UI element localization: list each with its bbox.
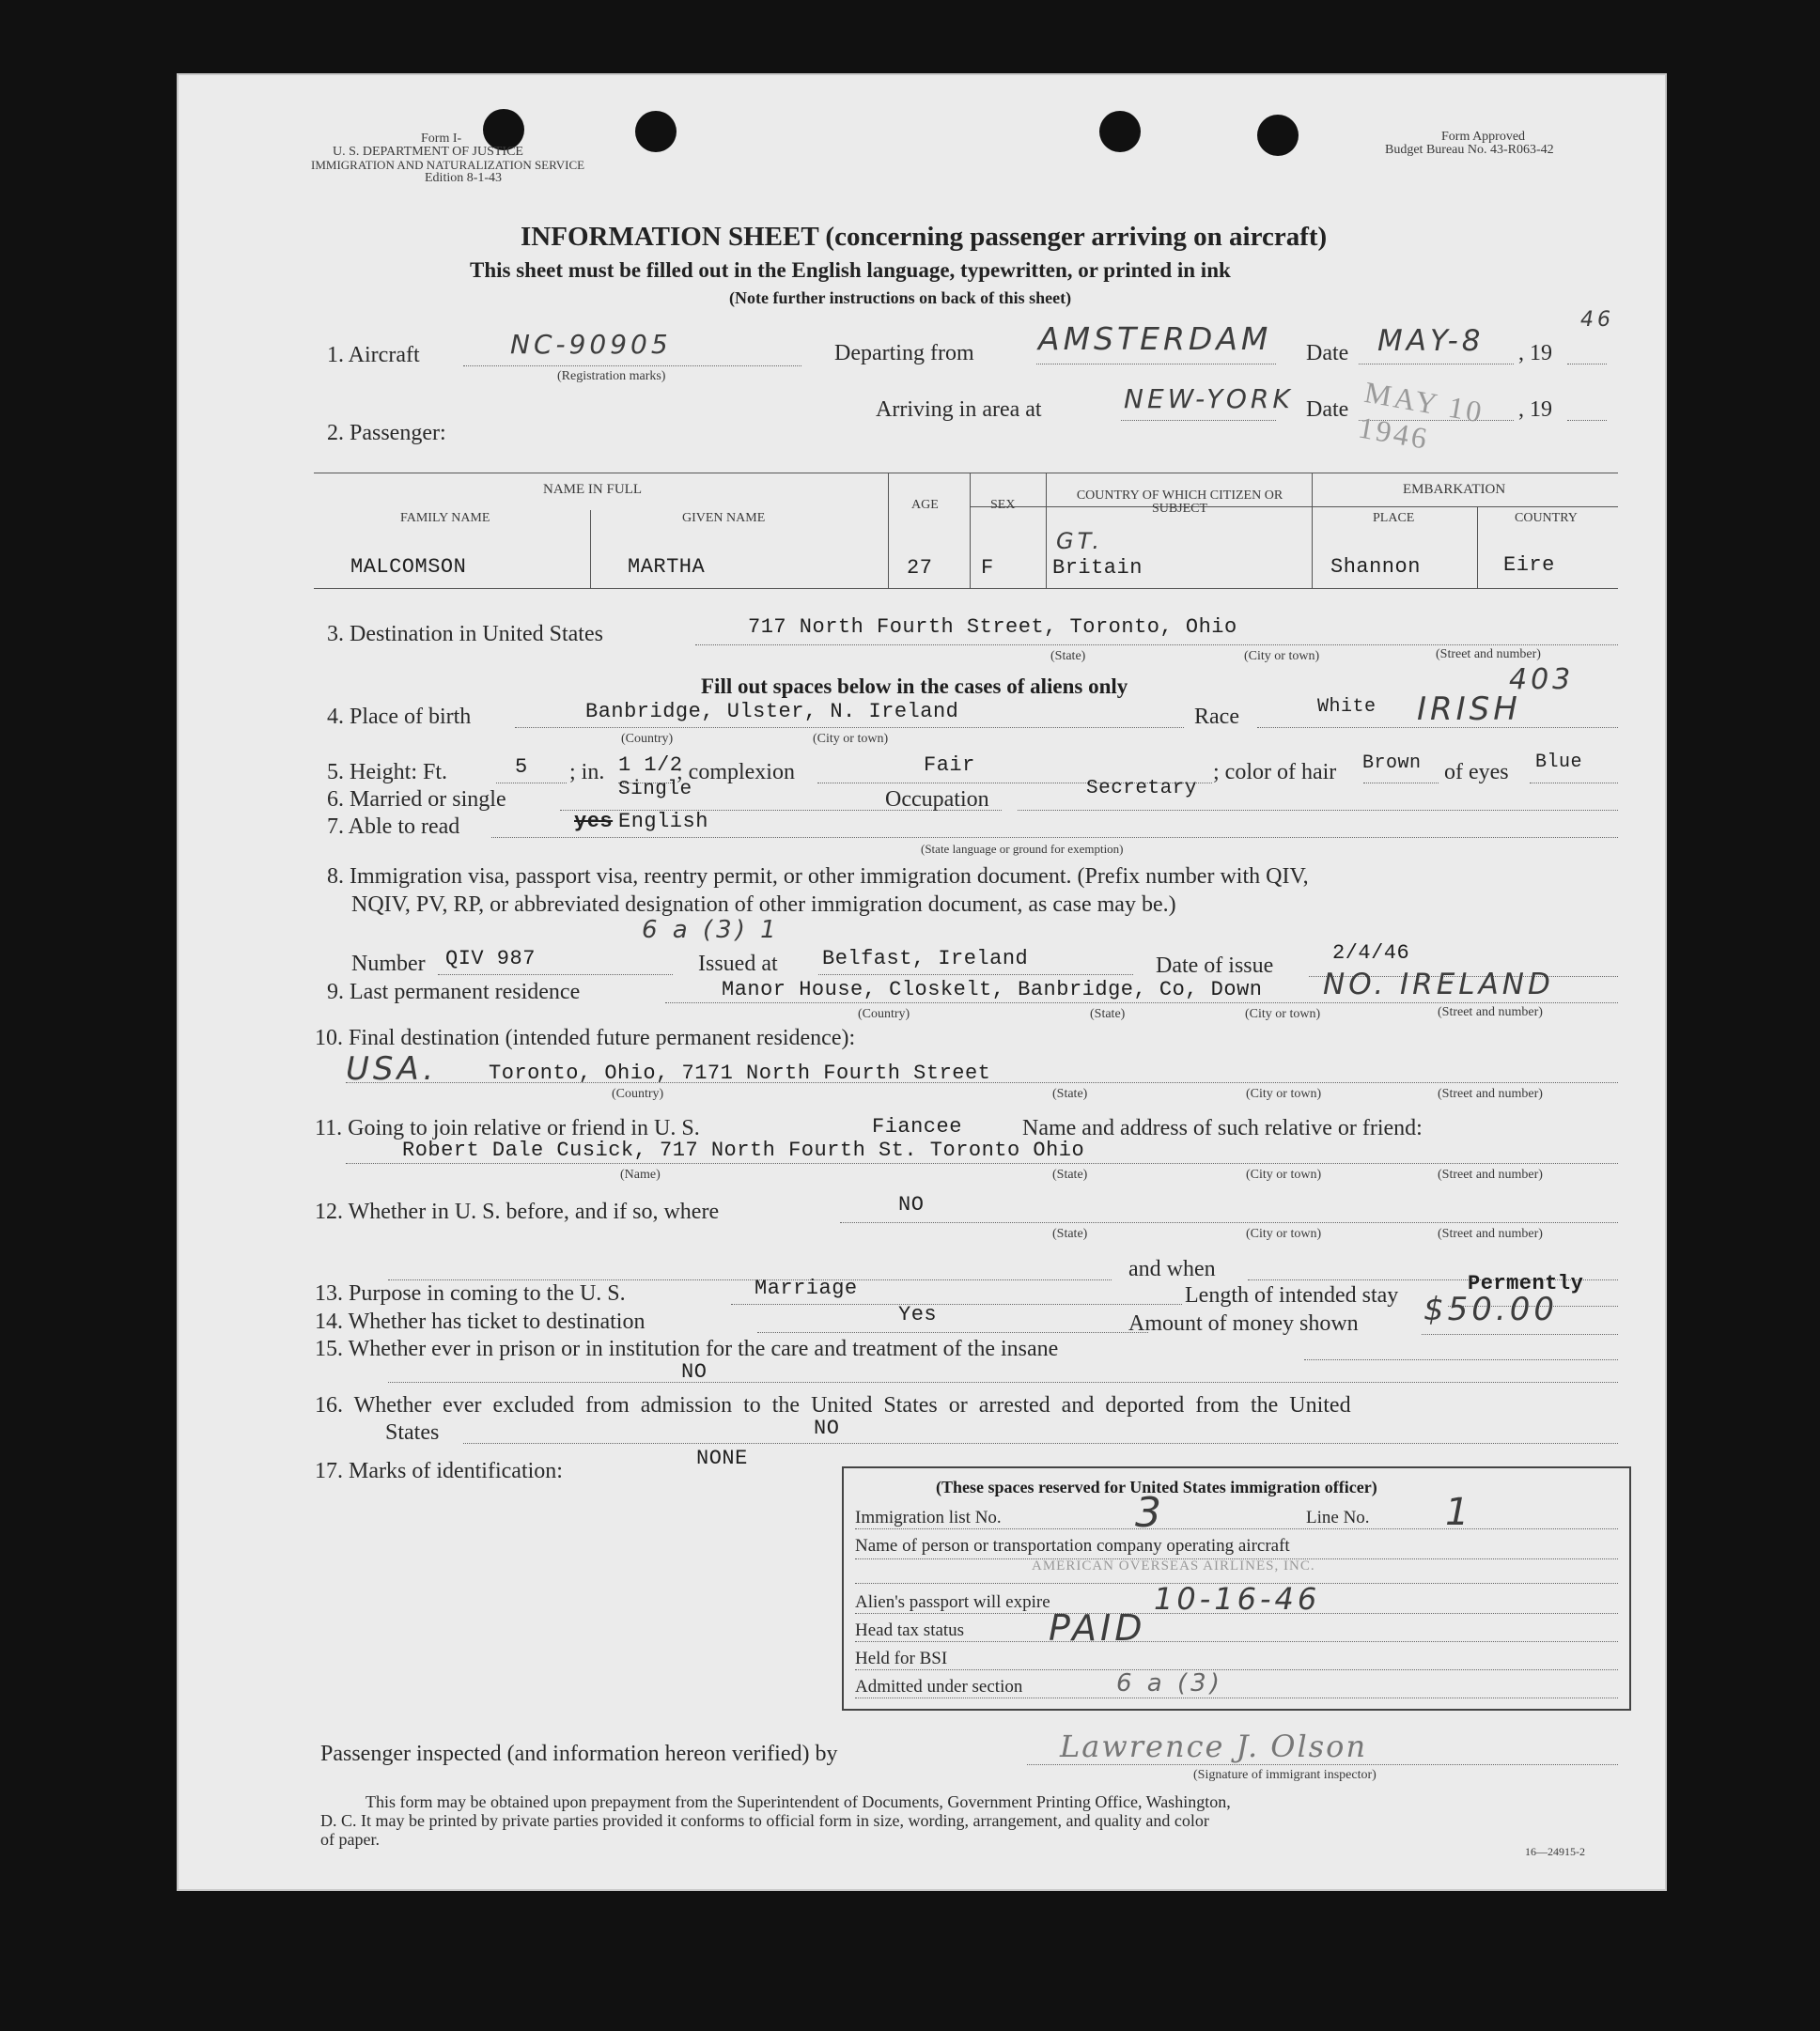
passport-expire-label: Alien's passport will expire [855, 1592, 1050, 1612]
head-tax-label: Head tax status [855, 1620, 965, 1640]
final-street-sub: (Street and number) [1438, 1087, 1543, 1101]
before-label: 12. Whether in U. S. before, and if so, where [315, 1200, 720, 1224]
line-no-value: 1 [1445, 1491, 1473, 1534]
birth-country-sub: (Country) [621, 732, 674, 746]
sex-value: F [981, 556, 994, 580]
read-struck-value: yes [574, 810, 614, 833]
signature-caption: (Signature of immigrant inspector) [1193, 1768, 1377, 1782]
number-label: Number [351, 952, 426, 976]
list-no-value: 3 [1135, 1489, 1165, 1537]
inspector-signature: Lawrence J. Olson [1060, 1729, 1368, 1764]
departure-date-label: Date [1306, 341, 1349, 365]
last-res-state-sub: (State) [1090, 1007, 1126, 1021]
purpose-label: 13. Purpose in coming to the U. S. [315, 1281, 626, 1306]
departing-value: AMSTERDAM [1038, 320, 1272, 357]
state-sub: (State) [1050, 649, 1086, 663]
service: IMMIGRATION AND NATURALIZATION SERVICE [311, 158, 585, 172]
excluded-label-line1: 16. Whether ever excluded from admission to the United States or arrested and deported from the United [315, 1393, 1351, 1418]
footer-code: 16—24915-2 [1525, 1845, 1585, 1858]
married-value: Single [618, 779, 692, 800]
before-city-sub: (City or town) [1246, 1227, 1322, 1241]
company-stamp: AMERICAN OVERSEAS AIRLINES, INC. [1032, 1558, 1315, 1574]
join-relative-label: 11. Going to join relative or friend in U. S. [315, 1116, 700, 1140]
ticket-value: Yes [898, 1303, 938, 1326]
height-ft-value: 5 [515, 755, 528, 779]
page-note: (Note further instructions on back of this sheet) [729, 288, 1072, 307]
embarkation-country-value: Eire [1503, 553, 1555, 577]
footer-line2: D. C. It may be printed by private parties provided it conforms to official form in size, wording, arrangement, and quality and color [320, 1811, 1209, 1830]
money-value: $50.00 [1423, 1291, 1558, 1328]
embarkation-place-header: PLACE [1373, 511, 1415, 525]
punch-hole [635, 111, 677, 152]
citizen-value: Britain [1052, 556, 1143, 580]
eyes-label: of eyes [1444, 760, 1509, 784]
family-name-header: FAMILY NAME [400, 511, 490, 525]
admitted-label: Admitted under section [855, 1677, 1023, 1697]
footer-line1: This form may be obtained upon prepayment from the Superintendent of Documents, Government Printing Office, Washington, [366, 1792, 1231, 1811]
last-res-city-sub: (City or town) [1245, 1007, 1321, 1021]
last-res-street-sub: (Street and number) [1438, 1005, 1543, 1019]
before-state-sub: (State) [1052, 1227, 1088, 1241]
read-value: English [618, 810, 708, 833]
age-header: AGE [911, 498, 939, 512]
eyes-value: Blue [1535, 752, 1583, 773]
final-state-sub: (State) [1052, 1087, 1088, 1101]
relative-name-value: Robert Dale Cusick, 717 North Fourth St. Toronto Ohio [402, 1139, 1085, 1162]
excluded-label-line2: States [385, 1420, 440, 1445]
birth-value: Banbridge, Ulster, N. Ireland [585, 700, 959, 723]
last-res-country-sub: (Country) [858, 1007, 910, 1021]
visa-text-line1: 8. Immigration visa, passport visa, reentry permit, or other immigration document. (Prefix number with QIV, [327, 864, 1309, 889]
registration-marks-label: (Registration marks) [557, 369, 666, 383]
length-stay-label: Length of intended stay [1185, 1283, 1399, 1308]
before-value: NO [898, 1193, 925, 1217]
embarkation-country-header: COUNTRY [1515, 511, 1578, 525]
departure-year-label: , 19 [1518, 341, 1552, 365]
city-sub: (City or town) [1244, 649, 1320, 663]
destination-label: 3. Destination in United States [327, 622, 603, 646]
occupation-label: Occupation [885, 787, 989, 812]
before-street-sub: (Street and number) [1438, 1227, 1543, 1241]
passport-expire-value: 10-16-46 [1154, 1581, 1321, 1617]
hair-label: ; color of hair [1213, 760, 1337, 784]
final-destination-hand: USA. [346, 1050, 438, 1088]
department: U. S. DEPARTMENT OF JUSTICE [333, 145, 523, 159]
relative-state-sub: (State) [1052, 1168, 1088, 1182]
officer-box-title: (These spaces reserved for United States immigration officer) [936, 1478, 1377, 1496]
last-residence-value: Manor House, Closkelt, Banbridge, Co, Down [722, 978, 1263, 1001]
page-subtitle: This sheet must be filled out in the English language, typewritten, or printed in ink [470, 258, 1231, 282]
length-stay-value: Permently [1468, 1272, 1584, 1295]
language-note: (State language or ground for exemption) [921, 842, 1124, 856]
money-label: Amount of money shown [1128, 1311, 1359, 1336]
head-tax-value: PAID [1049, 1607, 1146, 1649]
punch-hole [1099, 111, 1141, 152]
embarkation-header: EMBARKATION [1403, 482, 1506, 497]
departure-date-value: MAY-8 [1377, 324, 1485, 358]
hair-value: Brown [1362, 752, 1422, 774]
citizen-hand-value: GT. [1056, 528, 1104, 554]
company-label: Name of person or transportation company operating aircraft [855, 1536, 1290, 1556]
visa-hand-note: 6 a (3) 1 [642, 916, 780, 944]
form-approved: Form Approved [1441, 130, 1526, 144]
race-typed-value: White [1317, 696, 1377, 718]
budget-bureau: Budget Bureau No. 43-R063-42 [1385, 143, 1554, 157]
family-name-value: MALCOMSON [350, 555, 467, 579]
officer-box [842, 1466, 1631, 1711]
last-residence-hand: NO. IRELAND [1323, 968, 1554, 1001]
visa-text-line2: NQIV, PV, RP, or abbreviated designation of other immigration document, as case may be.) [351, 892, 1176, 917]
bsi-label: Held for BSI [855, 1649, 948, 1668]
relative-city-sub: (City or town) [1246, 1168, 1322, 1182]
code-403: 403 [1509, 663, 1575, 696]
purpose-value: Marriage [754, 1277, 858, 1300]
embarkation-place-value: Shannon [1330, 555, 1421, 579]
date-of-issue-value: 2/4/46 [1332, 941, 1410, 965]
name-in-full-header: NAME IN FULL [543, 482, 642, 497]
married-label: 6. Married or single [327, 787, 506, 812]
marks-label: 17. Marks of identification: [315, 1459, 563, 1483]
prison-value: NO [681, 1360, 708, 1384]
page-title: INFORMATION SHEET (concerning passenger arriving on aircraft) [521, 222, 1328, 252]
name-address-label: Name and address of such relative or friend: [1022, 1116, 1423, 1140]
citizen-header: COUNTRY OF WHICH CITIZEN OR SUBJECT [1076, 488, 1283, 516]
occupation-value: Secretary [1086, 778, 1197, 799]
sex-header: SEX [990, 498, 1016, 512]
race-label: Race [1194, 705, 1239, 729]
passenger-label: 2. Passenger: [327, 421, 446, 445]
edition: Edition 8-1-43 [425, 171, 503, 185]
line-no-label: Line No. [1306, 1508, 1370, 1527]
aircraft-value: NC-90905 [510, 329, 672, 360]
height-label: 5. Height: Ft. [327, 760, 448, 784]
arriving-value: NEW-YORK [1124, 383, 1294, 414]
excluded-value: NO [814, 1417, 840, 1440]
race-hand-value: IRISH [1417, 690, 1521, 728]
given-name-value: MARTHA [628, 555, 706, 579]
aircraft-label: 1. Aircraft [327, 343, 420, 367]
departing-label: Departing from [834, 341, 974, 365]
height-in-value: 1 1/2 [618, 753, 683, 777]
final-country-sub: (Country) [612, 1087, 664, 1101]
and-when-label: and when [1128, 1257, 1216, 1281]
given-name-header: GIVEN NAME [682, 511, 766, 525]
relative-name-sub: (Name) [620, 1168, 661, 1182]
departure-year-value: 46 [1580, 308, 1614, 332]
arriving-label: Arriving in area at [876, 397, 1042, 422]
form-number: Form I- [421, 132, 462, 146]
date-of-issue-label: Date of issue [1156, 953, 1274, 978]
relative-street-sub: (Street and number) [1438, 1168, 1543, 1182]
complexion-value: Fair [924, 753, 975, 777]
arrival-date-label: Date [1306, 397, 1349, 422]
final-destination-label: 10. Final destination (intended future permanent residence): [315, 1026, 856, 1050]
street-sub: (Street and number) [1436, 647, 1541, 661]
prison-label: 15. Whether ever in prison or in institution for the care and treatment of the insane [315, 1337, 1059, 1361]
final-city-sub: (City or town) [1246, 1087, 1322, 1101]
relative-value: Fiancee [872, 1115, 962, 1139]
destination-value: 717 North Fourth Street, Toronto, Ohio [748, 615, 1237, 639]
birth-label: 4. Place of birth [327, 705, 472, 729]
last-residence-label: 9. Last permanent residence [327, 980, 581, 1004]
final-destination-value: Toronto, Ohio, 7171 North Fourth Street [489, 1062, 991, 1085]
punch-hole [1257, 115, 1299, 156]
read-label: 7. Able to read [327, 814, 460, 839]
footer-line3: of paper. [320, 1830, 380, 1849]
admitted-value: 6 a (3) [1116, 1669, 1223, 1698]
birth-city-sub: (City or town) [813, 732, 889, 746]
marks-value: NONE [696, 1447, 748, 1470]
issued-at-value: Belfast, Ireland [822, 947, 1029, 970]
issued-at-label: Issued at [698, 952, 778, 976]
inches-label: ; in. [569, 760, 605, 784]
arrival-date-stamp: MAY 10 1946 [1355, 374, 1487, 457]
visa-number-value: QIV 987 [445, 947, 536, 970]
complexion-label: ; complexion [677, 760, 795, 784]
inspected-label: Passenger inspected (and information hereon verified) by [320, 1742, 838, 1766]
ticket-label: 14. Whether has ticket to destination [315, 1310, 646, 1334]
arrival-year-label: , 19 [1518, 397, 1552, 422]
aliens-only-heading: Fill out spaces below in the cases of aliens only [701, 674, 1128, 698]
list-no-label: Immigration list No. [855, 1508, 1002, 1527]
information-sheet [177, 73, 1667, 1891]
age-value: 27 [907, 556, 933, 580]
